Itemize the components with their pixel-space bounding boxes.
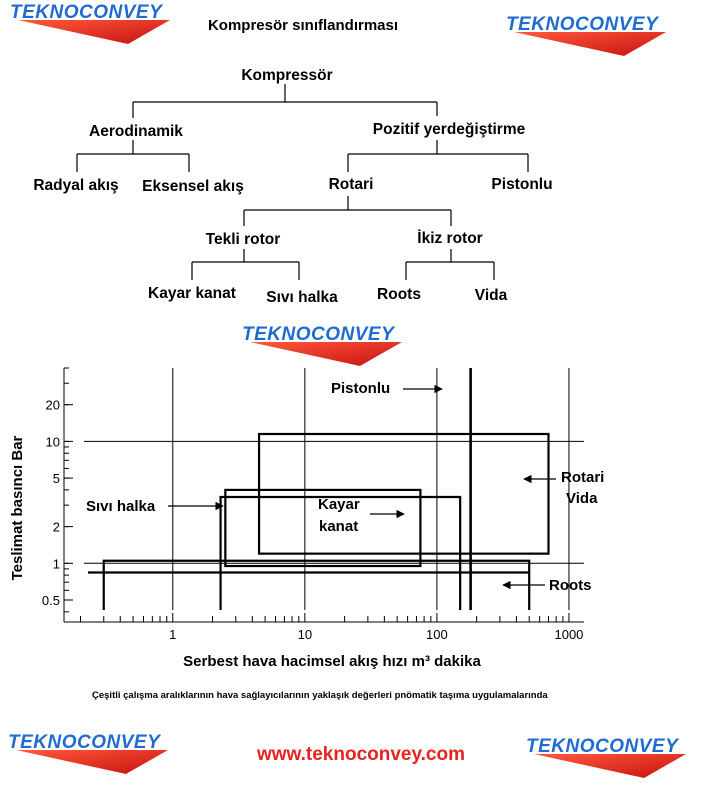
x-tick-label: 1000 bbox=[554, 627, 584, 642]
annotation-roots: Roots bbox=[549, 577, 592, 594]
website-url[interactable]: www.teknoconvey.com bbox=[257, 744, 465, 765]
y-tick-label: 0.5 bbox=[41, 593, 60, 609]
tree-node-vida: Vida bbox=[474, 287, 508, 304]
annotation-kanat: kanat bbox=[319, 518, 359, 535]
x-axis-label: Serbest hava hacimsel akış hızı m³ dakika bbox=[183, 653, 481, 670]
chart-regions bbox=[88, 368, 548, 610]
logo-bottom-left bbox=[8, 732, 168, 774]
tree-labels bbox=[33, 67, 552, 306]
chart-caption: Çeşitli çalışma aralıklarının hava sağlayıcılarının yaklaşık değerleri pnömatik taşıma uygulamalarında bbox=[92, 690, 548, 701]
logo-text: TEKNOCONVEY bbox=[242, 324, 395, 345]
region-rotari-vida bbox=[259, 434, 548, 554]
tree-node-roots: Roots bbox=[377, 286, 421, 303]
annotation-vida: Vida bbox=[566, 490, 598, 507]
y-axis-label: Teslimat basıncı Bar bbox=[9, 435, 26, 581]
logo-swoosh bbox=[250, 342, 402, 366]
tree-node-aerodinamik: Aerodinamik bbox=[89, 123, 183, 140]
y-tick-label: 10 bbox=[45, 434, 60, 450]
logo-middle bbox=[242, 324, 402, 366]
tree-node-ikiz-rotor: İkiz rotor bbox=[417, 230, 483, 247]
tree-node-eksensel: Eksensel akış bbox=[142, 178, 244, 195]
logo-top-left bbox=[10, 2, 170, 44]
tree-node-kayar-kanat: Kayar kanat bbox=[148, 285, 236, 302]
compressor-range-chart bbox=[9, 368, 604, 670]
annotation-rotari: Rotari bbox=[561, 469, 605, 486]
annotation-pistonlu: Pistonlu bbox=[331, 380, 391, 397]
logo-swoosh bbox=[514, 32, 666, 56]
x-tick-label: 10 bbox=[297, 627, 313, 642]
y-tick-label: 1 bbox=[52, 556, 60, 572]
logo-top-right bbox=[506, 14, 666, 56]
tree-node-radyal: Radyal akış bbox=[33, 177, 119, 194]
logo-swoosh bbox=[18, 20, 170, 44]
tree-node-pistonlu: Pistonlu bbox=[491, 176, 553, 193]
x-tick-label: 100 bbox=[426, 627, 448, 642]
logo-swoosh bbox=[16, 750, 168, 774]
x-tick-label: 1 bbox=[169, 627, 177, 642]
logo-text: TEKNOCONVEY bbox=[10, 2, 163, 23]
logo-text: TEKNOCONVEY bbox=[526, 736, 679, 757]
logo-swoosh bbox=[534, 754, 686, 778]
y-tick-label: 2 bbox=[52, 519, 60, 535]
y-tick-label: 5 bbox=[52, 471, 60, 487]
logo-text: TEKNOCONVEY bbox=[506, 14, 659, 35]
tree-node-kompressor: Kompressör bbox=[241, 67, 333, 84]
tree-node-sivi-halka: Sıvı halka bbox=[266, 289, 338, 306]
tree-node-rotari: Rotari bbox=[328, 176, 374, 193]
annotation-kayar: Kayar bbox=[318, 496, 360, 513]
tree-node-pozitif: Pozitif yerdeğiştirme bbox=[372, 121, 526, 138]
tree-node-tekli-rotor: Tekli rotor bbox=[205, 231, 281, 248]
logo-text: TEKNOCONVEY bbox=[8, 732, 161, 753]
chart-axes bbox=[64, 368, 584, 622]
annotation-sivi-halka: Sıvı halka bbox=[86, 498, 156, 515]
page-title: Kompresör sınıflandırması bbox=[207, 17, 399, 34]
y-tick-label: 20 bbox=[45, 397, 60, 413]
logo-bottom-right bbox=[526, 736, 686, 778]
region-roots bbox=[104, 561, 529, 610]
